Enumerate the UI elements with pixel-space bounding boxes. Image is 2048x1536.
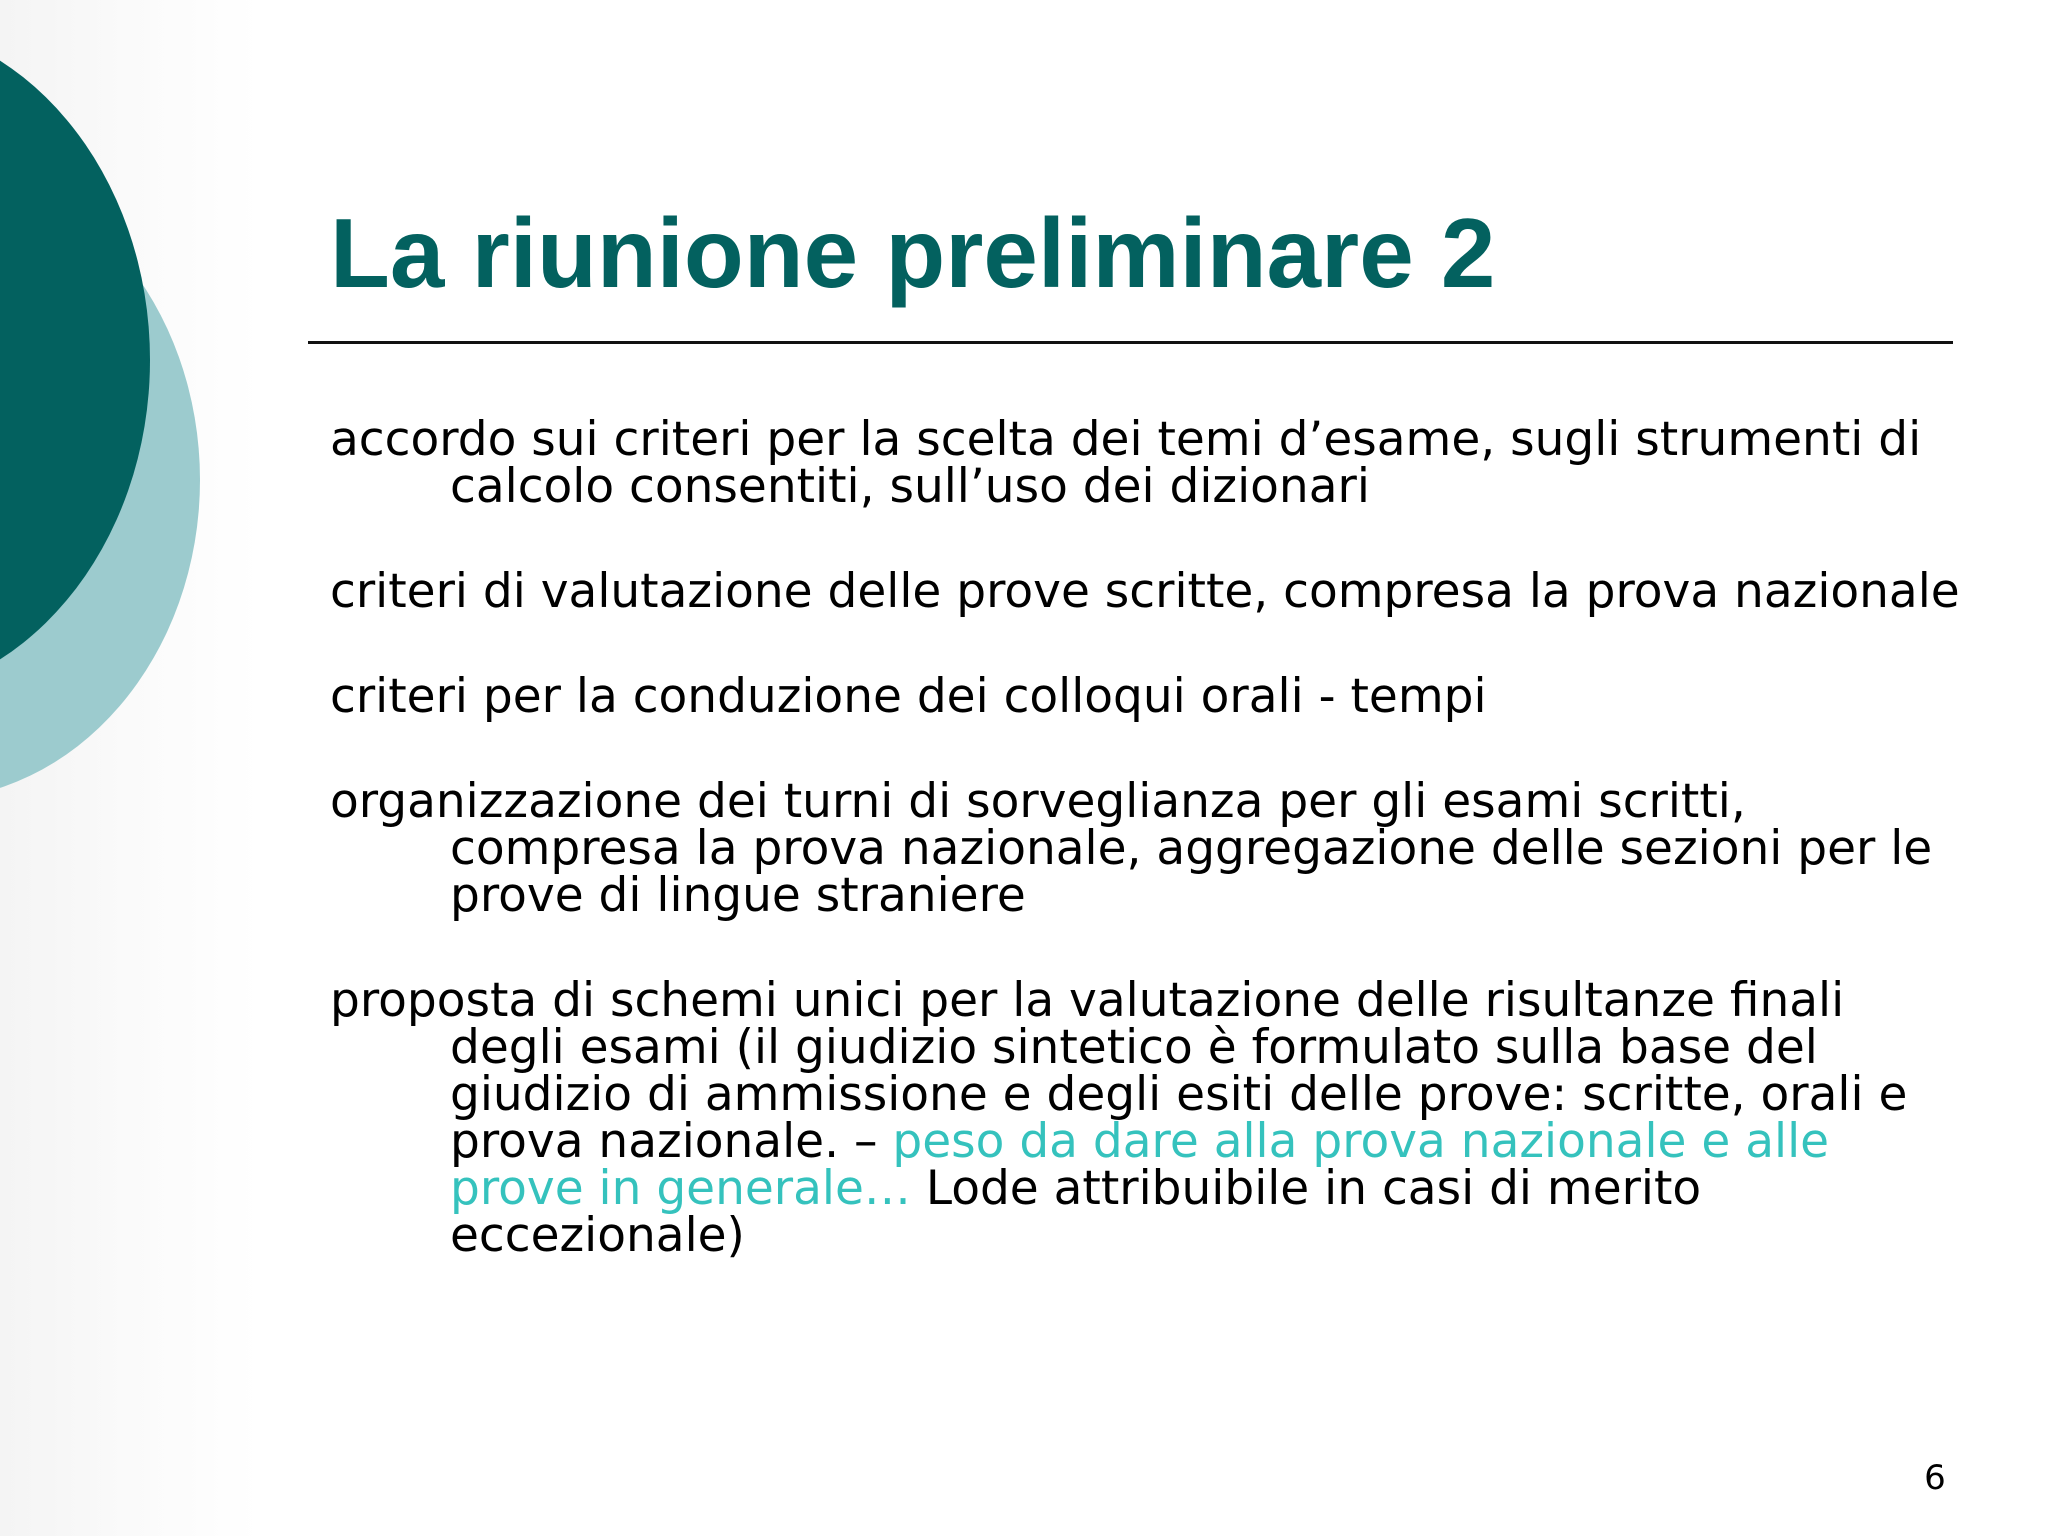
page-number: 6: [1924, 1458, 1946, 1498]
list-item-text: Lode attribuibile in casi di merito eccezionale): [450, 1161, 1702, 1263]
list-item: accordo sui criteri per la scelta dei temi d’esame, sugli strumenti di calcolo consentiti, sull’uso dei dizionari: [330, 412, 1922, 514]
list-item: criteri per la conduzione dei colloqui orali - tempi: [330, 669, 1487, 724]
list-item-text: proposta di schemi unici per la valutazione delle risultanze finali degli esami (il giudizio sintetico è formulato sulla base del giudizio di ammissione e degli esiti delle prove: scritte, orali e prova nazionale. –: [330, 973, 1908, 1169]
slide-title: La riunione preliminare 2: [330, 198, 1496, 308]
title-underline: [308, 341, 1953, 344]
slide-content: [330, 412, 1970, 1317]
list-item: organizzazione dei turni di sorveglianza per gli esami scritti, compresa la prova nazionale, aggregazione delle sezioni per le prove di lingue straniere: [330, 774, 1933, 923]
highlighted-text: peso da dare alla prova nazionale e alle prove in generale…: [450, 1114, 1830, 1216]
list-item: criteri di valutazione delle prove scritte, compresa la prova nazionale: [330, 564, 1960, 619]
list-item: [330, 973, 1970, 1263]
